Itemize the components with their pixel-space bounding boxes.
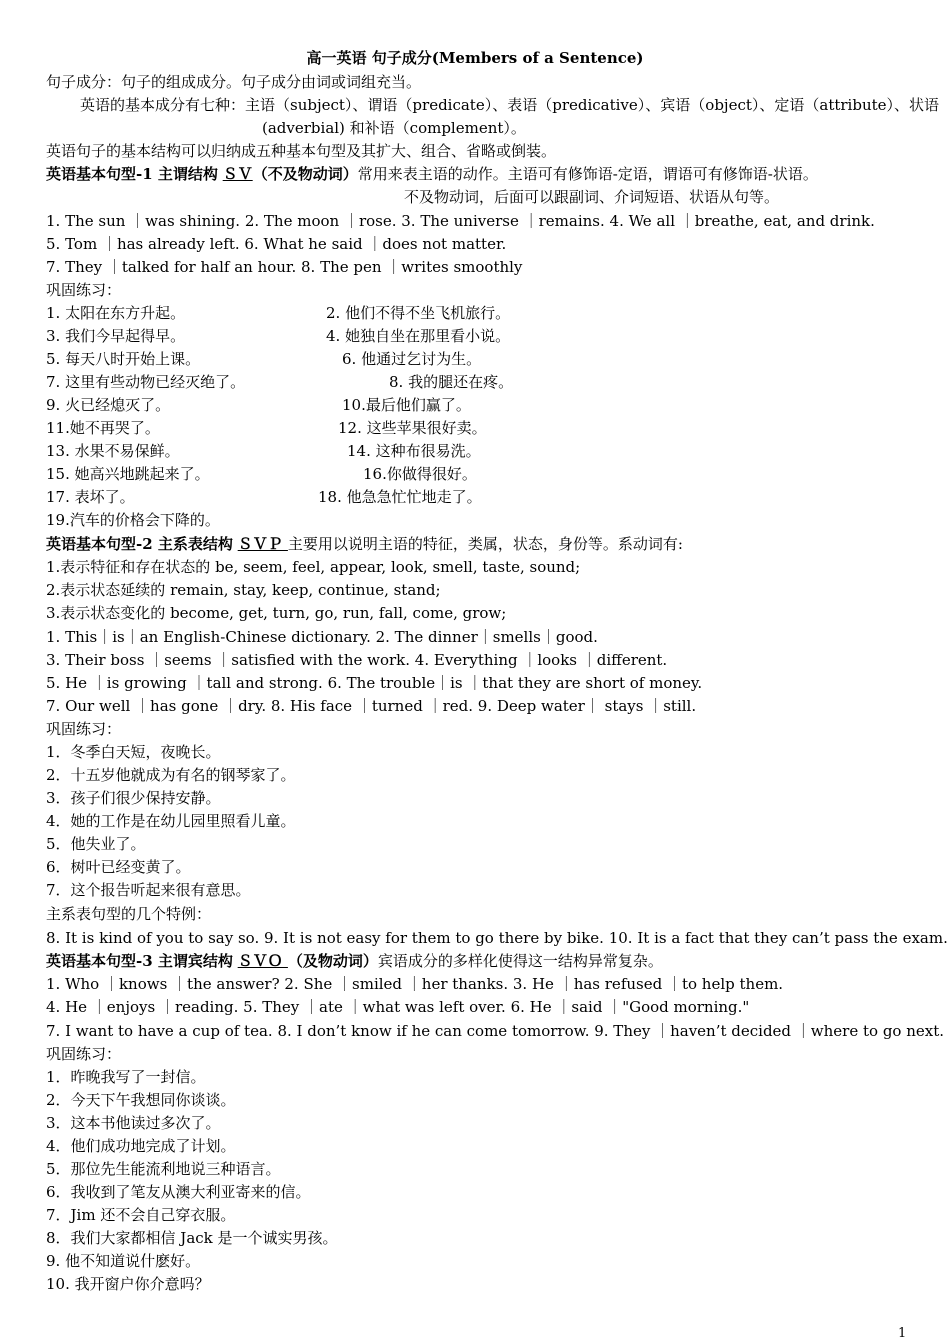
linking-verb-type: 3.表示状态变化的 become, get, turn, go, run, fall, come, grow;: [46, 604, 507, 622]
practice-label: 巩固练习：: [46, 720, 122, 738]
section-title: 英语基本句型-2 主系表结构: [46, 535, 233, 553]
practice-item: 3．孩子们很少保持安静。: [46, 789, 221, 807]
practice-item: 17. 表坏了。: [46, 488, 135, 506]
practice-item: 4．他们成功地完成了计划。: [46, 1137, 236, 1155]
practice-item: 13. 水果不易保鲜。: [46, 442, 180, 460]
practice-item: 8. 我的腿还在疼。: [389, 373, 514, 391]
practice-item: 3. 我们今早起得早。: [46, 327, 186, 345]
practice-item: 9. 火已经熄灭了。: [46, 396, 171, 414]
practice-item: 8．我们大家都相信 Jack 是一个诚实男孩。: [46, 1229, 338, 1247]
practice-item: 5．那位先生能流利地说三种语言。: [46, 1160, 281, 1178]
practice-item: 6．树叶已经变黄了。: [46, 858, 191, 876]
practice-item: 14. 这种布很易洗。: [347, 442, 481, 460]
pattern-code: ＳＶＯ: [237, 952, 288, 970]
section-desc: 不及物动词，后面可以跟副词、介词短语、状语从句等。: [404, 188, 780, 206]
pattern-code: ＳＶ: [222, 165, 253, 183]
page-title: 高一英语 句子成分(Members of a Sentence): [306, 49, 644, 67]
intro-line: 英语的基本成分有七种：主语（subject）、谓语（predicate）、表语（predicative）、宾语（object）、定语（attribute）、状语: [80, 96, 940, 114]
practice-item: 7. 这里有些动物已经灭绝了。: [46, 373, 246, 391]
practice-item: 11.她不再哭了。: [46, 419, 160, 437]
practice-item: 5．他失业了。: [46, 835, 146, 853]
practice-item: 4. 她独自坐在那里看小说。: [326, 327, 511, 345]
example-line: 1. Who ｜knows ｜the answer? 2. She ｜smiled ｜her thanks. 3. He ｜has refused ｜to help them.: [46, 975, 784, 993]
example-line: 1. The sun ｜was shining. 2. The moon ｜rose. 3. The universe ｜remains. 4. We all ｜breathe, eat, and drink.: [46, 212, 875, 230]
practice-item: 12. 这些苹果很好卖。: [338, 419, 487, 437]
linking-verb-type: 2.表示状态延续的 remain, stay, keep, continue, stand;: [46, 581, 441, 599]
example-line: 1. This｜is｜an English-Chinese dictionary. 2. The dinner｜smells｜good.: [46, 628, 598, 646]
practice-label: 巩固练习：: [46, 1045, 122, 1063]
practice-item: 10.最后他们赢了。: [342, 396, 471, 414]
special-label: 主系表句型的几个特例：: [46, 905, 212, 923]
section-desc: 常用来表主语的动作。主语可有修饰语-定语，谓语可有修饰语-状语。: [357, 165, 818, 183]
practice-item: 7．Jim 还不会自己穿衣服。: [46, 1206, 236, 1224]
example-line: 4. He ｜enjoys ｜reading. 5. They ｜ate ｜what was left over. 6. He ｜said ｜"Good morning.": [46, 998, 750, 1016]
example-line: 5. He ｜is growing ｜tall and strong. 6. The trouble｜is ｜that they are short of money.: [46, 674, 703, 692]
practice-item: 10. 我开窗户你介意吗？: [46, 1275, 210, 1293]
example-line: 7. Our well ｜has gone ｜dry. 8. His face ｜turned ｜red. 9. Deep water｜ stays ｜still.: [46, 697, 697, 715]
practice-item: 7．这个报告听起来很有意思。: [46, 881, 251, 899]
practice-item: 9. 他不知道说什麽好。: [46, 1252, 201, 1270]
section-heading: [46, 951, 663, 971]
practice-item: 18. 他急急忙忙地走了。: [318, 488, 482, 506]
practice-item: 2. 他们不得不坐飞机旅行。: [326, 304, 511, 322]
practice-item: 15. 她高兴地跳起来了。: [46, 465, 210, 483]
pattern-code: ＳＶＰ: [237, 535, 288, 553]
practice-item: 2．十五岁他就成为有名的钢琴家了。: [46, 766, 296, 784]
practice-item: 5. 每天八时开始上课。: [46, 350, 201, 368]
practice-item: 6. 他通过乞讨为生。: [342, 350, 482, 368]
practice-item: 1．昨晚我写了一封信。: [46, 1068, 206, 1086]
intro-line: 英语句子的基本结构可以归纳成五种基本句型及其扩大、组合、省略或倒装。: [46, 142, 557, 160]
practice-item: 6．我收到了笔友从澳大利亚寄来的信。: [46, 1183, 311, 1201]
example-line: 7. I want to have a cup of tea. 8. I don’t know if he can come tomorrow. 9. They ｜haven’t decided ｜where to go next.: [46, 1022, 945, 1040]
section-desc: 主要用以说明主语的特征，类属，状态，身份等。系动词有:: [287, 535, 683, 553]
section-heading: [46, 164, 818, 184]
intro-line: 句子成分：句子的组成成分。句子成分由词或词组充当。: [46, 73, 422, 91]
section-desc: 宾语成分的多样化使得这一结构异常复杂。: [377, 952, 663, 970]
example-line: 8. It is kind of you to say so. 9. It is not easy for them to go there by bike. 10. It is a fact that they can’t pass the exam.: [46, 929, 948, 947]
practice-label: 巩固练习：: [46, 281, 122, 299]
section-heading: [46, 534, 683, 554]
practice-item: 2．今天下午我想同你谈谈。: [46, 1091, 236, 1109]
intro-line: (adverbial) 和补语（complement）。: [262, 119, 526, 137]
linking-verb-type: 1.表示特征和存在状态的 be, seem, feel, appear, look, smell, taste, sound;: [46, 558, 581, 576]
practice-item: 4．她的工作是在幼儿园里照看儿童。: [46, 812, 296, 830]
practice-item: 19.汽车的价格会下降的。: [46, 511, 220, 529]
example-line: 3. Their boss ｜seems ｜satisfied with the work. 4. Everything ｜looks ｜different.: [46, 651, 668, 669]
verb-type: （不及物动词）: [252, 165, 358, 183]
section-title: 英语基本句型-1 主谓结构: [46, 165, 218, 183]
example-line: 5. Tom ｜has already left. 6. What he said ｜does not matter.: [46, 235, 507, 253]
verb-type: （及物动词）: [287, 952, 378, 970]
example-line: 7. They ｜talked for half an hour. 8. The pen ｜writes smoothly: [46, 258, 523, 276]
page-number: 1: [898, 1326, 907, 1341]
practice-item: 16.你做得很好。: [363, 465, 477, 483]
practice-item: 1. 太阳在东方升起。: [46, 304, 186, 322]
section-title: 英语基本句型-3 主谓宾结构: [46, 952, 233, 970]
practice-item: 3．这本书他读过多次了。: [46, 1114, 221, 1132]
practice-item: 1．冬季白天短，夜晚长。: [46, 743, 221, 761]
